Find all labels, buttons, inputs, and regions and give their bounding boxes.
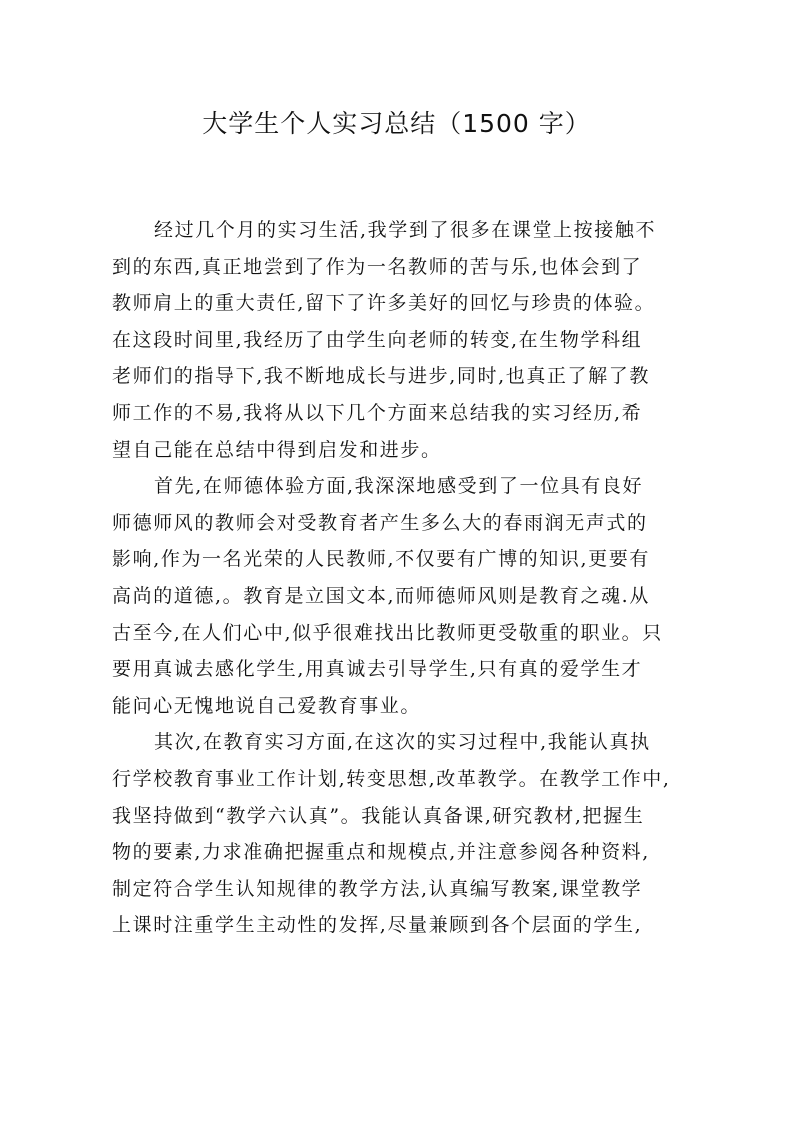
text-line: 老师们的指导下,我不断地成长与进步,同时,也真正了解了教 — [112, 365, 650, 388]
text-line: 师工作的不易,我将从以下几个方面来总结我的实习经历,希 — [112, 401, 643, 424]
text-line: 师德师风的教师会对受教育者产生多么大的春雨润无声式的 — [112, 511, 648, 534]
text-line: 行学校教育事业工作计划,转变思想,改革教学。在教学工作中, — [112, 767, 671, 790]
text-line: 制定符合学生认知规律的教学方法,认真编写教案,课堂教学 — [112, 877, 643, 900]
text-line: 望自己能在总结中得到启发和进步。 — [112, 438, 442, 461]
text-line: 教师肩上的重大责任,留下了许多美好的回忆与珍贵的体验。 — [112, 292, 656, 315]
text-line: 能问心无愧地说自己爱教育事业。 — [112, 694, 422, 717]
text-line: 我坚持做到“教学六认真”。我能认真备课,研究教材,把握生 — [112, 804, 645, 827]
text-line: 影响,作为一名光荣的人民教师,不仅要有广博的知识,更要有 — [112, 548, 650, 571]
paragraph-first-line: 其次,在教育实习方面,在这次的实习过程中,我能认真执 — [154, 731, 651, 754]
paragraph-first-line: 经过几个月的实习生活,我学到了很多在课堂上按接触不 — [154, 219, 657, 241]
paragraph-first-line: 首先,在师德体验方面,我深深地感受到了一位具有良好 — [154, 475, 644, 498]
text-line: 要用真诚去感化学生,用真诚去引导学生,只有真的爱学生才 — [112, 658, 643, 681]
body-text — [112, 212, 692, 944]
text-line: 高尚的道德,。教育是立国文本,而师德师风则是教育之魂.从 — [112, 584, 650, 607]
text-line: 在这段时间里,我经历了由学生向老师的转变,在生物学科组 — [112, 328, 643, 351]
text-line: 到的东西,真正地尝到了作为一名教师的苦与乐,也体会到了 — [112, 255, 643, 278]
text-line: 上课时注重学生主动性的发挥,尽量兼顾到各个层面的学生, — [112, 914, 643, 937]
page-title: 大学生个人实习总结（1500 字） — [202, 109, 591, 138]
text-line: 物的要素,力求准确把握重点和规模点,并注意参阅各种资料, — [112, 841, 650, 864]
text-line: 古至今,在人们心中,似乎很难找出比教师更受敬重的职业。只 — [112, 621, 663, 644]
